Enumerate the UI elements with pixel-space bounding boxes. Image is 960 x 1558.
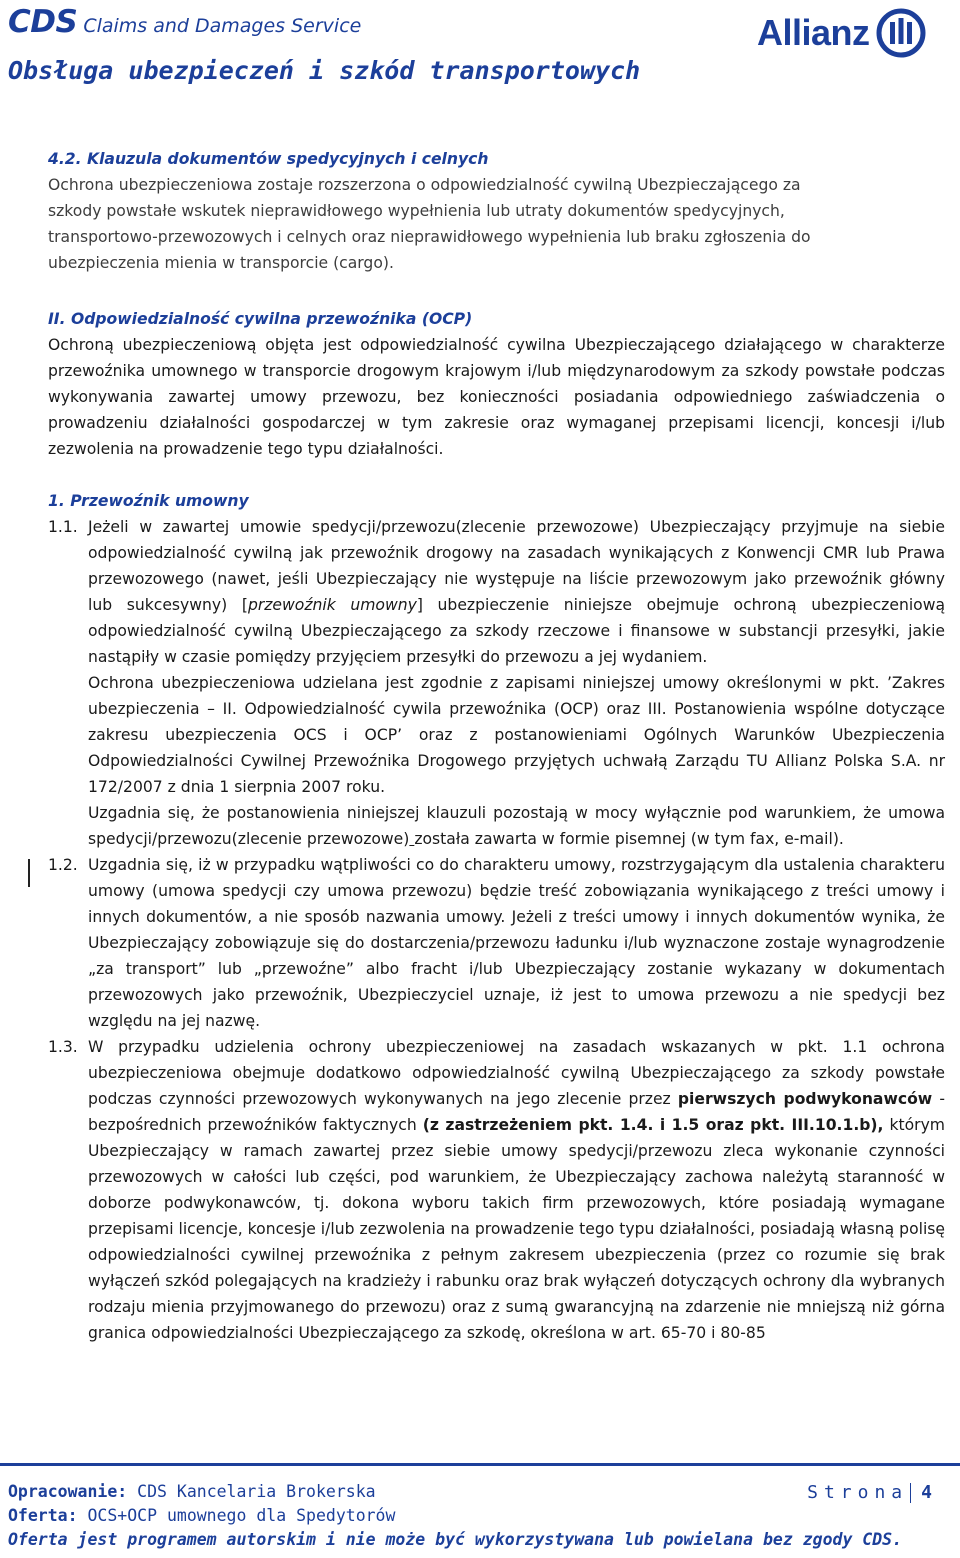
page-label: Strona [807, 1482, 909, 1503]
italic-term: przewoźnik umowny [247, 596, 417, 614]
section-4-2-number: 4.2. [48, 150, 82, 168]
allianz-eagle-icon [876, 8, 926, 58]
section-1-heading [48, 488, 945, 514]
clause-number: 1.2. [48, 856, 78, 874]
revision-bar [28, 859, 30, 887]
section-1-number: 1. [48, 492, 65, 510]
allianz-logo-text: Allianz [757, 12, 870, 53]
section-II-title: Odpowiedzialność cywilna przewoźnika (OCP) [70, 310, 473, 328]
clause-1-1 [48, 514, 945, 852]
page-number [807, 1482, 932, 1503]
footer-offer: Oferta: OCS+OCP umownego dla Spedytorów [8, 1506, 396, 1525]
section-II-text: Ochroną ubezpieczeniową objęta jest odpowiedzialność cywilna Ubezpieczającego działającego w charakterze przewoźnika umownego w transporcie drogowym krajowym i/lub międzynarodowym za szkody powstałe podczas wykonywania zawartej umowy przewozu, bez konieczności posiadania odpowiedniego zaświadczenia o prowadzeniu działalności gospodarczej w tym zakresie oraz wymaganej przepisami licencji, koncesji i/lub zezwolenia na prowadzenie tego typu działalności. [48, 336, 945, 458]
allianz-logo [757, 8, 926, 58]
section-II-heading [48, 306, 945, 332]
page-footer [0, 1463, 960, 1558]
bold-term: (z zastrzeżeniem pkt. 1.4. i 1.5 oraz pkt. III.10.1.b), [422, 1116, 884, 1134]
section-4-2-line: Ochrona ubezpieczeniowa zostaje rozszerzona o odpowiedzialność cywilną Ubezpieczającego za [48, 176, 801, 194]
clause-text [88, 514, 945, 852]
header-subtitle: Obsługa ubezpieczeń i szkód transportowych [8, 56, 641, 85]
footer-notice: Oferta jest programem autorskim i nie może być wykorzystywana lub powielana bez zgody CDS. [8, 1530, 903, 1549]
clause-paragraph: Jeżeli w zawartej umowie spedycji/przewozu(zlecenie przewozowe) Ubezpieczający przyjmuje na siebie odpowiedzialność cywilną jak przewoźnik drogowy na zasadach wynikających z Konwencji CMR lub Prawa przewozowego (nawet, jeśli Ubezpieczający nie występuje na liście przewozowym jako przewoźnik główny lub sukcesywny) [przewoźnik umowny] ubezpieczenie niniejsze obejmuje ochroną ubezpieczeniową odpowiedzialność cywilną Ubezpieczającego za szkody rzeczowe i finansowe w substancji przesyłki, jakie nastąpiły w czasie pomiędzy przyjęciem przesyłki do przewozu a jej wydaniem. [88, 518, 946, 666]
cds-brand [8, 4, 361, 40]
section-4-2-line: ubezpieczenia mienia w transporcie (cargo). [48, 254, 394, 272]
clause-number: 1.1. [48, 518, 78, 536]
section-4-2-heading [48, 146, 945, 172]
section-1-title: Przewoźnik umowny [70, 492, 249, 510]
clause-text: W przypadku udzielenia ochrony ubezpieczeniowej na zasadach wskazanych w pkt. 1.1 ochrona ubezpieczeniowa obejmuje dodatkowo odpowiedzialność cywilną Ubezpieczającego za szkody powstałe podczas czynności przewozowych wykonywanych na jego zlecenie przez pierwszych podwykonawców - bezpośrednich przewoźników faktycznych (z zastrzeżeniem pkt. 1.4. i 1.5 oraz pkt. III.10.1.b), którym Ubezpieczający w ramach zawartej przez siebie umowy spedycji/przewozu zleca wykonanie czynności przewozowych w całości lub części, pod warunkiem, że Ubezpieczający zachowa należytą staranność w doborze podwykonawców, tj. dokona wyboru takich firm przewozowych, które posiadają wymagane przepisami licencje, koncesje i/lub zezwolenia na prowadzenie tego typu działalności, posiadają własną polisę odpowiedzialności cywilnej przewoźnika z pełnym zakresem ubezpieczenia (przez co rozumie się brak wyłączeń szkód polegających na kradzieży i rabunku oraz brak wyłączeń dotyczących ochrony dla wybranych rodzaju mienia przyjmowanego do przewozu) oraz z sumą gwarancyjną na zdarzenie nie mniejszą niż górna granica odpowiedzialności Ubezpieczającego za szkodę, określona w art. 65-70 i 80-85 [88, 1038, 945, 1342]
page-header [0, 0, 960, 100]
clause-paragraph: Ochrona ubezpieczeniowa udzielana jest zgodnie z zapisami niniejszej umowy określonymi w pkt. ’Zakres ubezpieczenia – II. Odpowiedzialność cywila przewoźnika (OCP) oraz III. Postanowienia wspólne dotyczące zakresu ubezpieczenia OCS i OCP’ oraz z postanowieniami Ogólnych Warunków Ubezpieczenia Odpowiedzialności Cywilnej Przewoźnika Drogowego przyjętych uchwałą Zarządu TU Allianz Polska S.A. nr 172/2007 z dnia 1 sierpnia 2007 roku. [88, 674, 945, 796]
clause-number: 1.3. [48, 1038, 78, 1056]
section-4-2-title: Klauzula dokumentów spedycyjnych i celnych [87, 150, 489, 168]
footer-prepared-by: Opracowanie: CDS Kancelaria Brokerska [8, 1482, 376, 1501]
clause-paragraph: Uzgadnia się, że postanowienia niniejszej klauzuli pozostają w mocy wyłącznie pod warunkiem, że umowa spedycji/przewozu(zlecenie przewozowe) została zawarta w formie pisemnej (w tym fax, e-mail). [88, 804, 945, 848]
page-number-value: 4 [921, 1482, 932, 1503]
section-II-number: II. [48, 310, 66, 328]
cds-abbr: CDS [8, 4, 78, 40]
clause-1-2 [48, 852, 945, 1034]
bold-term: pierwszych podwykonawców [677, 1090, 933, 1108]
clause-1-3 [48, 1034, 945, 1346]
section-4-2 [48, 146, 945, 276]
cds-full-name: Claims and Damages Service [83, 15, 362, 37]
section-4-2-line: szkody powstałe wskutek nieprawidłowego wypełnienia lub utraty dokumentów spedycyjnych, [48, 202, 785, 220]
clause-text: Uzgadnia się, iż w przypadku wątpliwości co do charakteru umowy, rozstrzygającym dla ustalenia charakteru umowy (umowa spedycji czy umowa przewozu) będzie treść zobowiązania wynikającego z treści umowy i innych dokumentów, a nie sposób nazwania umowy. Jeżeli z treści umowy i innych dokumentów wynika, że Ubezpieczający zobowiązuje się do dostarczenia/przewozu ładunku i/lub wyznaczone zostaje wynagrodzenie „za transport” lub „przewoźne” albo fracht i/lub Ubezpieczający zostanie wykazany w dokumentach przewozowych jako przewoźnik, Ubezpieczyciel uznaje, iż jest to umowa przewozu a nie spedycji bez względu na jej nazwę. [88, 856, 945, 1030]
section-4-2-line: transportowo-przewozowych i celnych oraz nieprawidłowego wypełnienia lub braku zgłoszenia do [48, 228, 811, 246]
document-body [48, 146, 945, 1346]
